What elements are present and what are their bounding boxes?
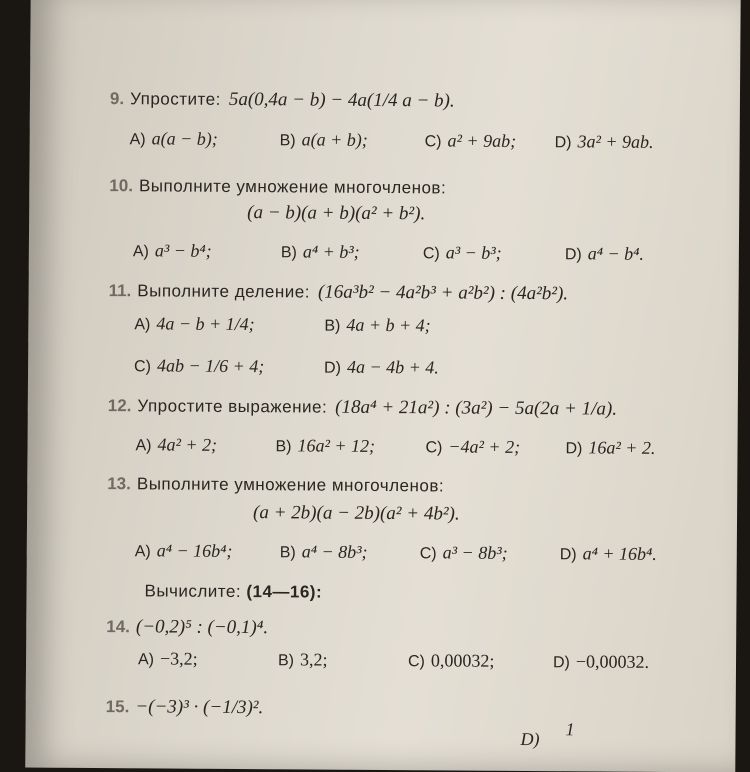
option-c: C) 0,00032; (407, 650, 495, 671)
option-c: C) a² + 9ab; (424, 130, 517, 151)
option-d: D) −0,00032. (552, 651, 650, 672)
option-b: B) 4a + b + 4; (324, 314, 431, 336)
option-c: C) 4ab − 1/6 + 4; (134, 355, 265, 377)
option-d: D) 4a − 4b + 4. (324, 356, 439, 378)
textbook-page (25, 0, 740, 772)
options-14 (137, 648, 738, 672)
problem-task: Упростите: (130, 89, 221, 109)
problem-10-expression: (a − b)(a + b)(a² + b²). (247, 202, 426, 225)
problem-task: Выполните деление: (137, 281, 311, 302)
option-d: D) a⁴ + 16b⁴. (559, 543, 657, 564)
problem-expression: (18a⁴ + 21a²) : (3a²) − 5a(2a + 1/a). (335, 396, 618, 420)
problem-15 (106, 696, 264, 719)
problem-12 (108, 395, 617, 421)
problem-number: 13. (107, 474, 131, 494)
option-d: D) a⁴ − b⁴. (564, 243, 645, 264)
option-a: A) −3,2; (137, 648, 198, 669)
option-a: A) a³ − b⁴; (132, 240, 212, 261)
problem-number: 14. (106, 617, 130, 637)
problem-expression: (−0,2)⁵ : (−0,1)⁴. (135, 616, 269, 639)
cutoff-option-label: D) (520, 728, 540, 750)
option-a: A) a⁴ − 16b⁴; (134, 540, 233, 561)
option-d: D) 16a² + 2. (565, 437, 656, 458)
option-a: A) a(a − b); (129, 128, 218, 149)
problem-10 (109, 175, 454, 199)
option-c: C) −4a² + 2; (425, 436, 521, 457)
option-b: B) a⁴ − 8b³; (279, 541, 368, 562)
problem-9 (110, 88, 455, 112)
problem-number: 15. (105, 697, 130, 717)
problem-11 (109, 280, 569, 305)
problem-task: Упростите выражение: (137, 396, 328, 417)
problem-number: 9. (109, 89, 125, 109)
option-b: B) 3,2; (277, 649, 328, 670)
option-a: A) 4a² + 2; (135, 434, 218, 455)
problem-task: Выполните умножение многочленов: (138, 176, 447, 198)
problem-number: 10. (109, 176, 134, 196)
problem-13 (107, 473, 452, 497)
options-12 (135, 434, 736, 458)
problem-expression: (16a³b² − 4a²b³ + a²b²) : (4a²b²). (317, 281, 569, 305)
section-heading: Вычислите: (14—16): (144, 581, 323, 602)
problem-14 (106, 616, 268, 639)
options-11-row2 (134, 355, 734, 378)
problem-expression: 5a(0,4a − b) − 4a(1/4 a − b). (228, 88, 455, 112)
problem-13-expression: (a + 2b)(a − 2b)(a² + 4b²). (252, 502, 460, 525)
option-b: B) a(a + b); (279, 129, 368, 150)
cutoff-fraction: 1 (565, 719, 575, 740)
options-11-row1 (134, 313, 734, 336)
options-10 (132, 240, 733, 264)
option-b: B) a⁴ + b³; (280, 241, 360, 262)
options-9 (129, 128, 730, 152)
option-c: C) a³ − b³; (422, 242, 502, 263)
option-c: C) a³ − 8b³; (419, 542, 508, 563)
problem-expression: −(−3)³ · (−1/3)². (135, 696, 264, 719)
problem-number: 11. (108, 281, 132, 301)
problem-task: Выполните умножение многочленов: (136, 474, 445, 496)
problem-number: 12. (107, 396, 132, 416)
options-13 (134, 540, 735, 564)
option-b: B) 16a² + 12; (275, 435, 376, 456)
option-a: A) 4a − b + 1/4; (134, 313, 255, 335)
option-d: D) 3a² + 9ab. (554, 131, 654, 152)
